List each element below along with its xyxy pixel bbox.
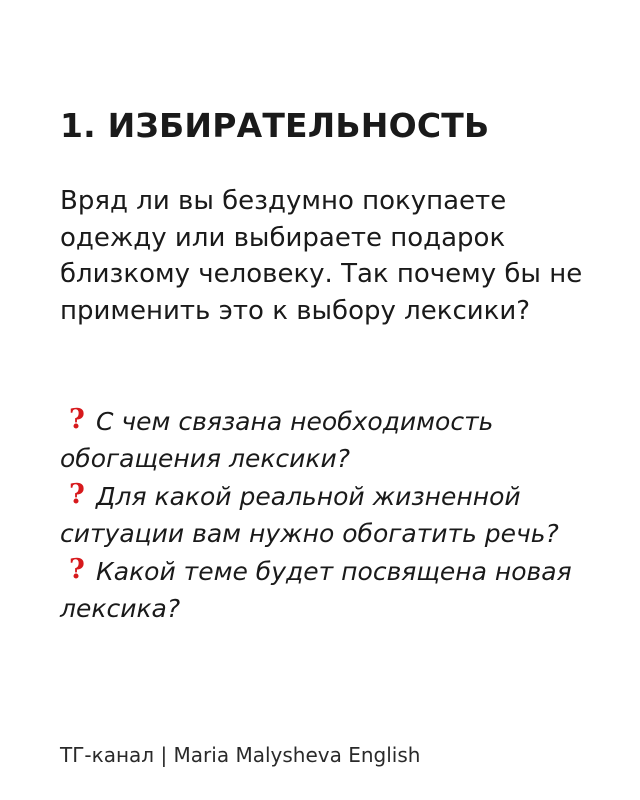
question-mark-icon: ?	[69, 479, 85, 510]
intro-paragraph: Вряд ли вы бездумно покупаете одежду или выбираете подарок близкому человеку. Так почему бы не применить это к выбору лексики?	[60, 186, 583, 326]
question-item	[60, 402, 620, 477]
question-text: С чем связана необходимость обогащения лексики?	[60, 407, 494, 473]
slide-title: 1. ИЗБИРАТЕЛЬНОСТЬ	[60, 106, 490, 145]
question-text: Какой теме будет посвящена новая лексика?	[60, 557, 572, 623]
question-text: Для какой реальной жизненной ситуации вам нужно обогатить речь?	[60, 482, 559, 548]
question-mark-icon: ?	[69, 554, 85, 585]
channel-footer: ТГ-канал | Maria Malysheva English	[60, 743, 421, 767]
question-item	[60, 552, 620, 627]
question-list	[60, 402, 620, 627]
question-item	[60, 477, 620, 552]
question-mark-icon: ?	[69, 404, 85, 435]
